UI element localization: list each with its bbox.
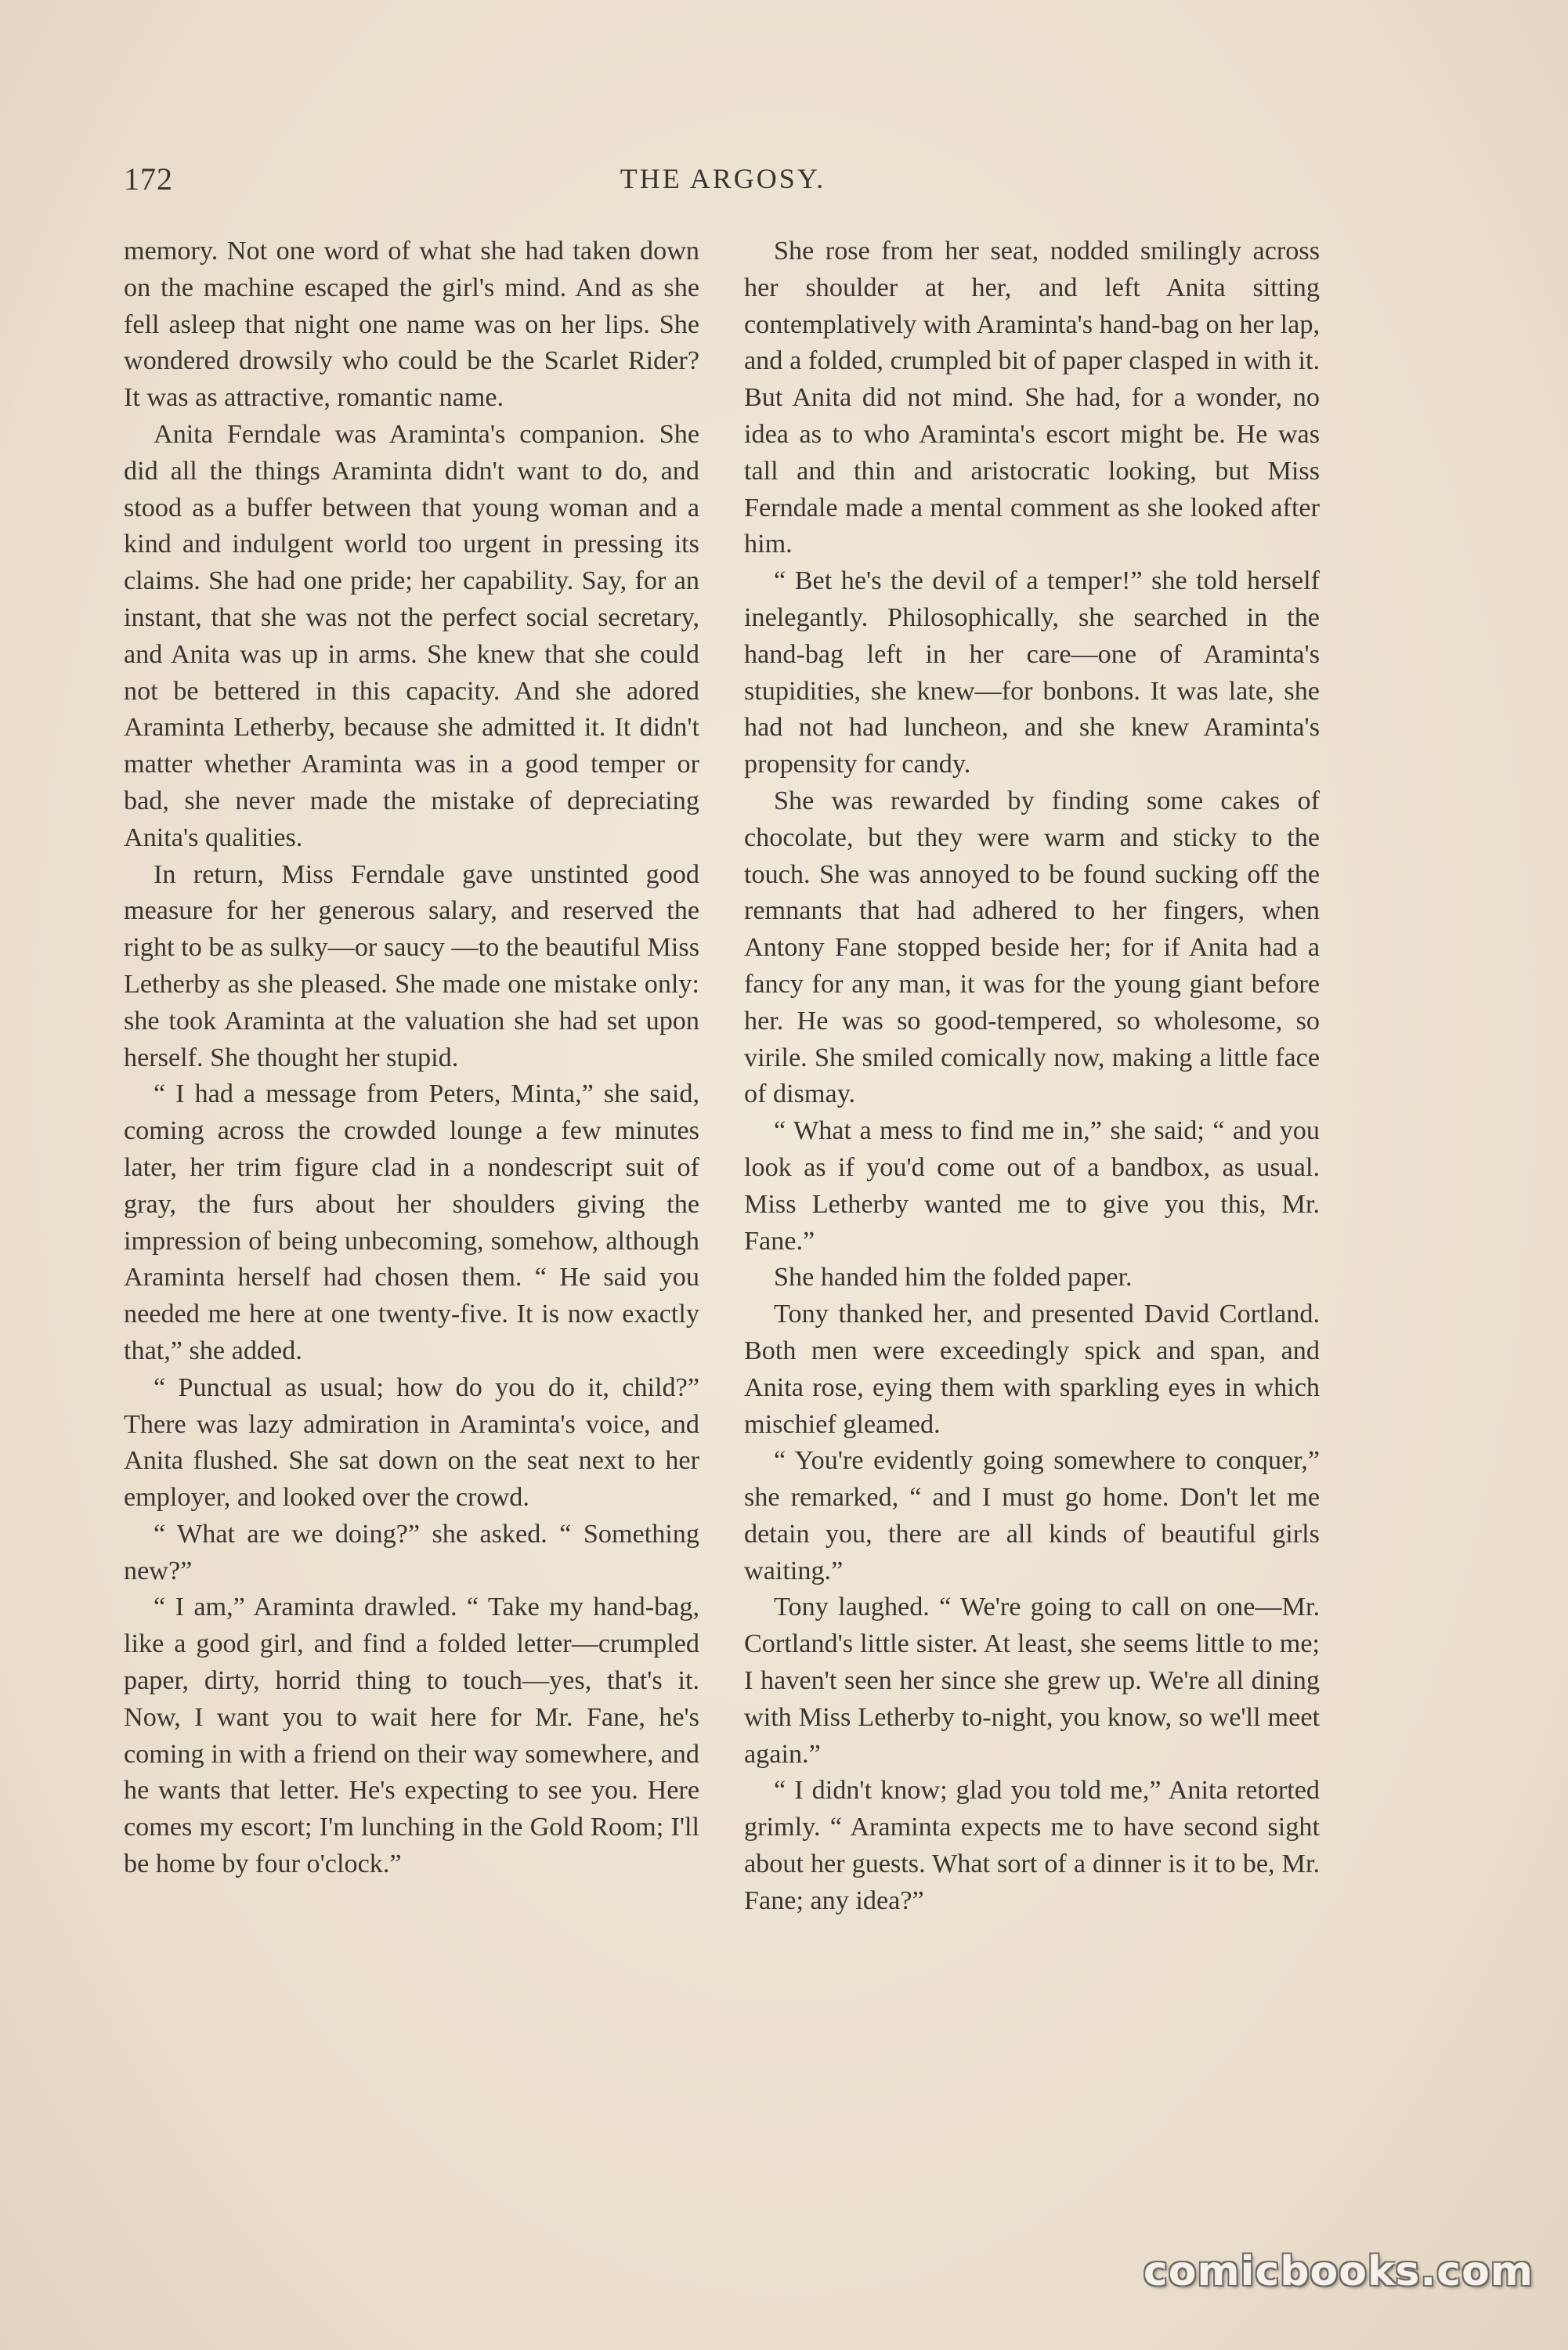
page-number: 172: [124, 161, 173, 197]
paragraph: “ What are we doing?” she asked. “ Something new?”: [124, 1519, 699, 1585]
paragraph: “ Bet he's the devil of a temper!” she told herself inelegantly. Philosophically, she searched in the hand-bag left in her care—one of Araminta's stupidities, she knew—for bonbons. It was late, she had not had luncheon, and she knew Araminta's propensity for candy.: [744, 566, 1320, 779]
paragraph: In return, Miss Ferndale gave unstinted good measure for her generous salary, and reserved the right to be as sulky—or saucy —to the beautiful Miss Letherby as she pleased. She made one mistake only: she took Araminta at the valuation she had set upon herself. She thought her stupid.: [124, 859, 699, 1072]
paragraph: Anita Ferndale was Araminta's companion. She did all the things Araminta didn't want to do, and stood as a buffer between that young woman and a kind and indulgent world too urgent in pressing its claims. She had one pride; her capability. Say, for an instant, that she was not the perfect social secretary, and Anita was up in arms. She knew that she could not be bettered in this capacity. And she adored Araminta Letherby, because she admitted it. It didn't matter whether Araminta was in a good temper or bad, she never made the mistake of depreciating Anita's qualities.: [124, 419, 699, 852]
page-header: [124, 161, 1322, 208]
paragraph: Tony laughed. “ We're going to call on one—Mr. Cortland's little sister. At least, she seems little to me; I haven't seen her since she grew up. We're all dining with Miss Letherby to-night, you know, so we'll meet again.”: [744, 1593, 1320, 1769]
paragraph: Tony thanked her, and presented David Cortland. Both men were exceedingly spick and span, and Anita rose, eying them with sparkling eyes in which mischief gleamed.: [744, 1300, 1320, 1439]
paragraph: “ I had a message from Peters, Minta,” she said, coming across the crowded lounge a few minutes later, her trim figure clad in a nondescript suit of gray, the furs about her shoulders giving the impression of being unbecoming, somehow, although Araminta herself had chosen them. “ He said you needed me here at one twenty-five. It is now exactly that,” she added.: [124, 1079, 699, 1365]
paragraph: She handed him the folded paper.: [774, 1263, 1133, 1292]
paragraph: “ I am,” Araminta drawled. “ Take my hand-bag, like a good girl, and find a folded letter—crumpled paper, dirty, horrid thing to touch—yes, that's it. Now, I want you to wait here for Mr. Fane, he's coming in with a friend on their way somewhere, and he wants that letter. He's expecting to see you. Here comes my escort; I'm lunching in the Gold Room; I'll be home by four o'clock.”: [124, 1593, 699, 1879]
watermark-logo: comicbooks.com: [1143, 2248, 1534, 2295]
paragraph: “ You're evidently going somewhere to conquer,” she remarked, “ and I must go home. Don't let me detain you, there are all kinds of beautiful girls waiting.”: [744, 1446, 1320, 1585]
paragraph: She rose from her seat, nodded smilingly across her shoulder at her, and left Anita sitting contemplatively with Araminta's hand-bag on her lap, and a folded, crumpled bit of paper clasped in with it. But Anita did not mind. She had, for a wonder, no idea as to who Araminta's escort might be. He was tall and thin and aristocratic looking, but Miss Ferndale made a mental comment as she looked after him.: [744, 237, 1320, 559]
paragraph: memory. Not one word of what she had taken down on the machine escaped the girl's mind. And as she fell asleep that night one name was on her lips. She wondered drowsily who could be the Scarlet Rider? It was as attractive, romantic name.: [124, 237, 699, 413]
left-column: [124, 233, 699, 1883]
paragraph: She was rewarded by finding some cakes of chocolate, but they were warm and sticky to the touch. She was annoyed to be found sucking off the remnants that had adhered to her fingers, when Antony Fane stopped beside her; for if Anita had a fancy for any man, it was for the young giant before her. He was so good-tempered, so wholesome, so virile. She smiled comically now, making a little face of dismay.: [744, 786, 1320, 1109]
paragraph: “ Punctual as usual; how do you do it, child?” There was lazy admiration in Araminta's voice, and Anita flushed. She sat down on the seat next to her employer, and looked over the crowd.: [124, 1372, 699, 1513]
paragraph: “ I didn't know; glad you told me,” Anita retorted grimly. “ Araminta expects me to have second sight about her guests. What sort of a dinner is it to be, Mr. Fane; any idea?”: [744, 1776, 1320, 1915]
paragraph: “ What a mess to find me in,” she said; “ and you look as if you'd come out of a bandbox, as usual. Miss Letherby wanted me to give you this, Mr. Fane.”: [744, 1116, 1320, 1256]
right-column: [744, 233, 1320, 1920]
running-title: THE ARGOSY.: [620, 163, 826, 194]
